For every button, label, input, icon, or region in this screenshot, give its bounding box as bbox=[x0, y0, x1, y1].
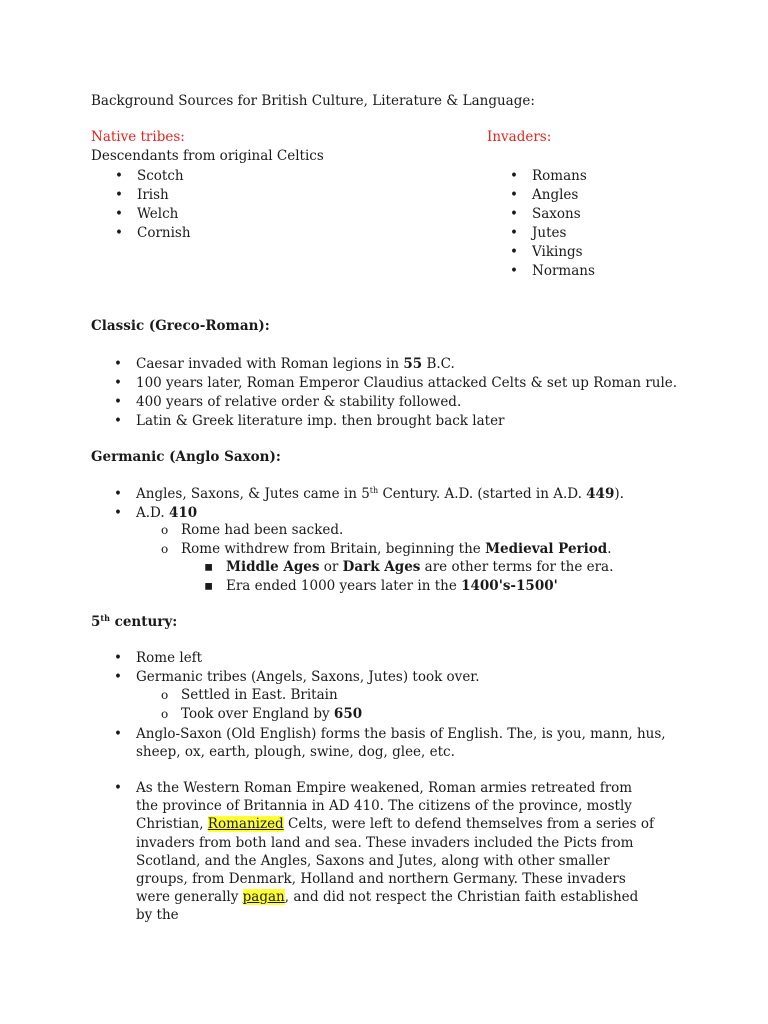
native-tribes-description: Descendants from original Celtics bbox=[91, 148, 324, 164]
fifth-century-sub-bullet: o Took over England by 650 bbox=[181, 705, 362, 724]
classic-bullet: • Latin & Greek literature imp. then brought back later bbox=[136, 412, 505, 431]
native-tribe-item: • Irish bbox=[137, 186, 169, 205]
invader-item: • Vikings bbox=[532, 243, 583, 262]
invaders-heading: Invaders: bbox=[487, 129, 552, 145]
fifth-century-bullet: • Anglo-Saxon (Old English) forms the basis of English. The, is you, mann, hus, bbox=[136, 725, 666, 744]
invader-item: • Romans bbox=[532, 167, 587, 186]
germanic-sub-sub-bullet: ▪ Middle Ages or Dark Ages are other terms for the era. bbox=[226, 558, 613, 577]
germanic-sub-bullet: o Rome withdrew from Britain, beginning the Medieval Period. bbox=[181, 540, 612, 559]
germanic-sub-sub-bullet: ▪ Era ended 1000 years later in the 1400's-1500' bbox=[226, 577, 558, 596]
fifth-century-sub-bullet: o Settled in East. Britain bbox=[181, 686, 338, 705]
native-tribe-item: • Scotch bbox=[137, 167, 184, 186]
native-tribes-heading: Native tribes: bbox=[91, 129, 185, 145]
highlighted-word: pagan bbox=[242, 889, 285, 906]
fifth-century-bullet: • Germanic tribes (Angels, Saxons, Jutes) took over. bbox=[136, 668, 480, 687]
native-tribe-item: • Welch bbox=[137, 205, 178, 224]
classic-bullet: • Caesar invaded with Roman legions in 55 B.C. bbox=[136, 355, 455, 374]
classic-heading: Classic (Greco-Roman): bbox=[91, 318, 270, 334]
germanic-heading: Germanic (Anglo Saxon): bbox=[91, 449, 281, 465]
fifth-century-bullet: • Rome left bbox=[136, 649, 202, 668]
fifth-century-heading: 5th century: bbox=[91, 613, 178, 630]
native-tribe-item: • Cornish bbox=[137, 224, 191, 243]
invader-item: • Saxons bbox=[532, 205, 581, 224]
highlighted-word: Romanized bbox=[207, 816, 284, 833]
fifth-century-bullet-continuation: sheep, ox, earth, plough, swine, dog, glee, etc. bbox=[136, 744, 455, 760]
invader-item: • Jutes bbox=[532, 224, 566, 243]
invader-item: • Angles bbox=[532, 186, 578, 205]
germanic-bullet: • Angles, Saxons, & Jutes came in 5th Century. A.D. (started in A.D. 449). bbox=[136, 485, 624, 504]
invader-item: • Normans bbox=[532, 262, 595, 281]
germanic-bullet: • A.D. 410 bbox=[136, 504, 197, 523]
classic-bullet: • 100 years later, Roman Emperor Claudius attacked Celts & set up Roman rule. bbox=[136, 374, 677, 393]
document-title: Background Sources for British Culture, Literature & Language: bbox=[91, 93, 535, 109]
classic-bullet: • 400 years of relative order & stability followed. bbox=[136, 393, 461, 412]
history-paragraph: • As the Western Roman Empire weakened, Roman armies retreated from the province of Britannia in AD 410. The citizens of the province, mostly Christian, Romanized Celts, were left to defend themselves from a series of invaders from both land and sea. These invaders included the Picts from Scotland, and the Angles, Saxons and Jutes, along with other smaller groups, from Denmark, Holland and northern Germany. These invaders were generally pagan, and did not respect the Christian faith established by the bbox=[136, 779, 656, 925]
germanic-sub-bullet: o Rome had been sacked. bbox=[181, 521, 343, 540]
